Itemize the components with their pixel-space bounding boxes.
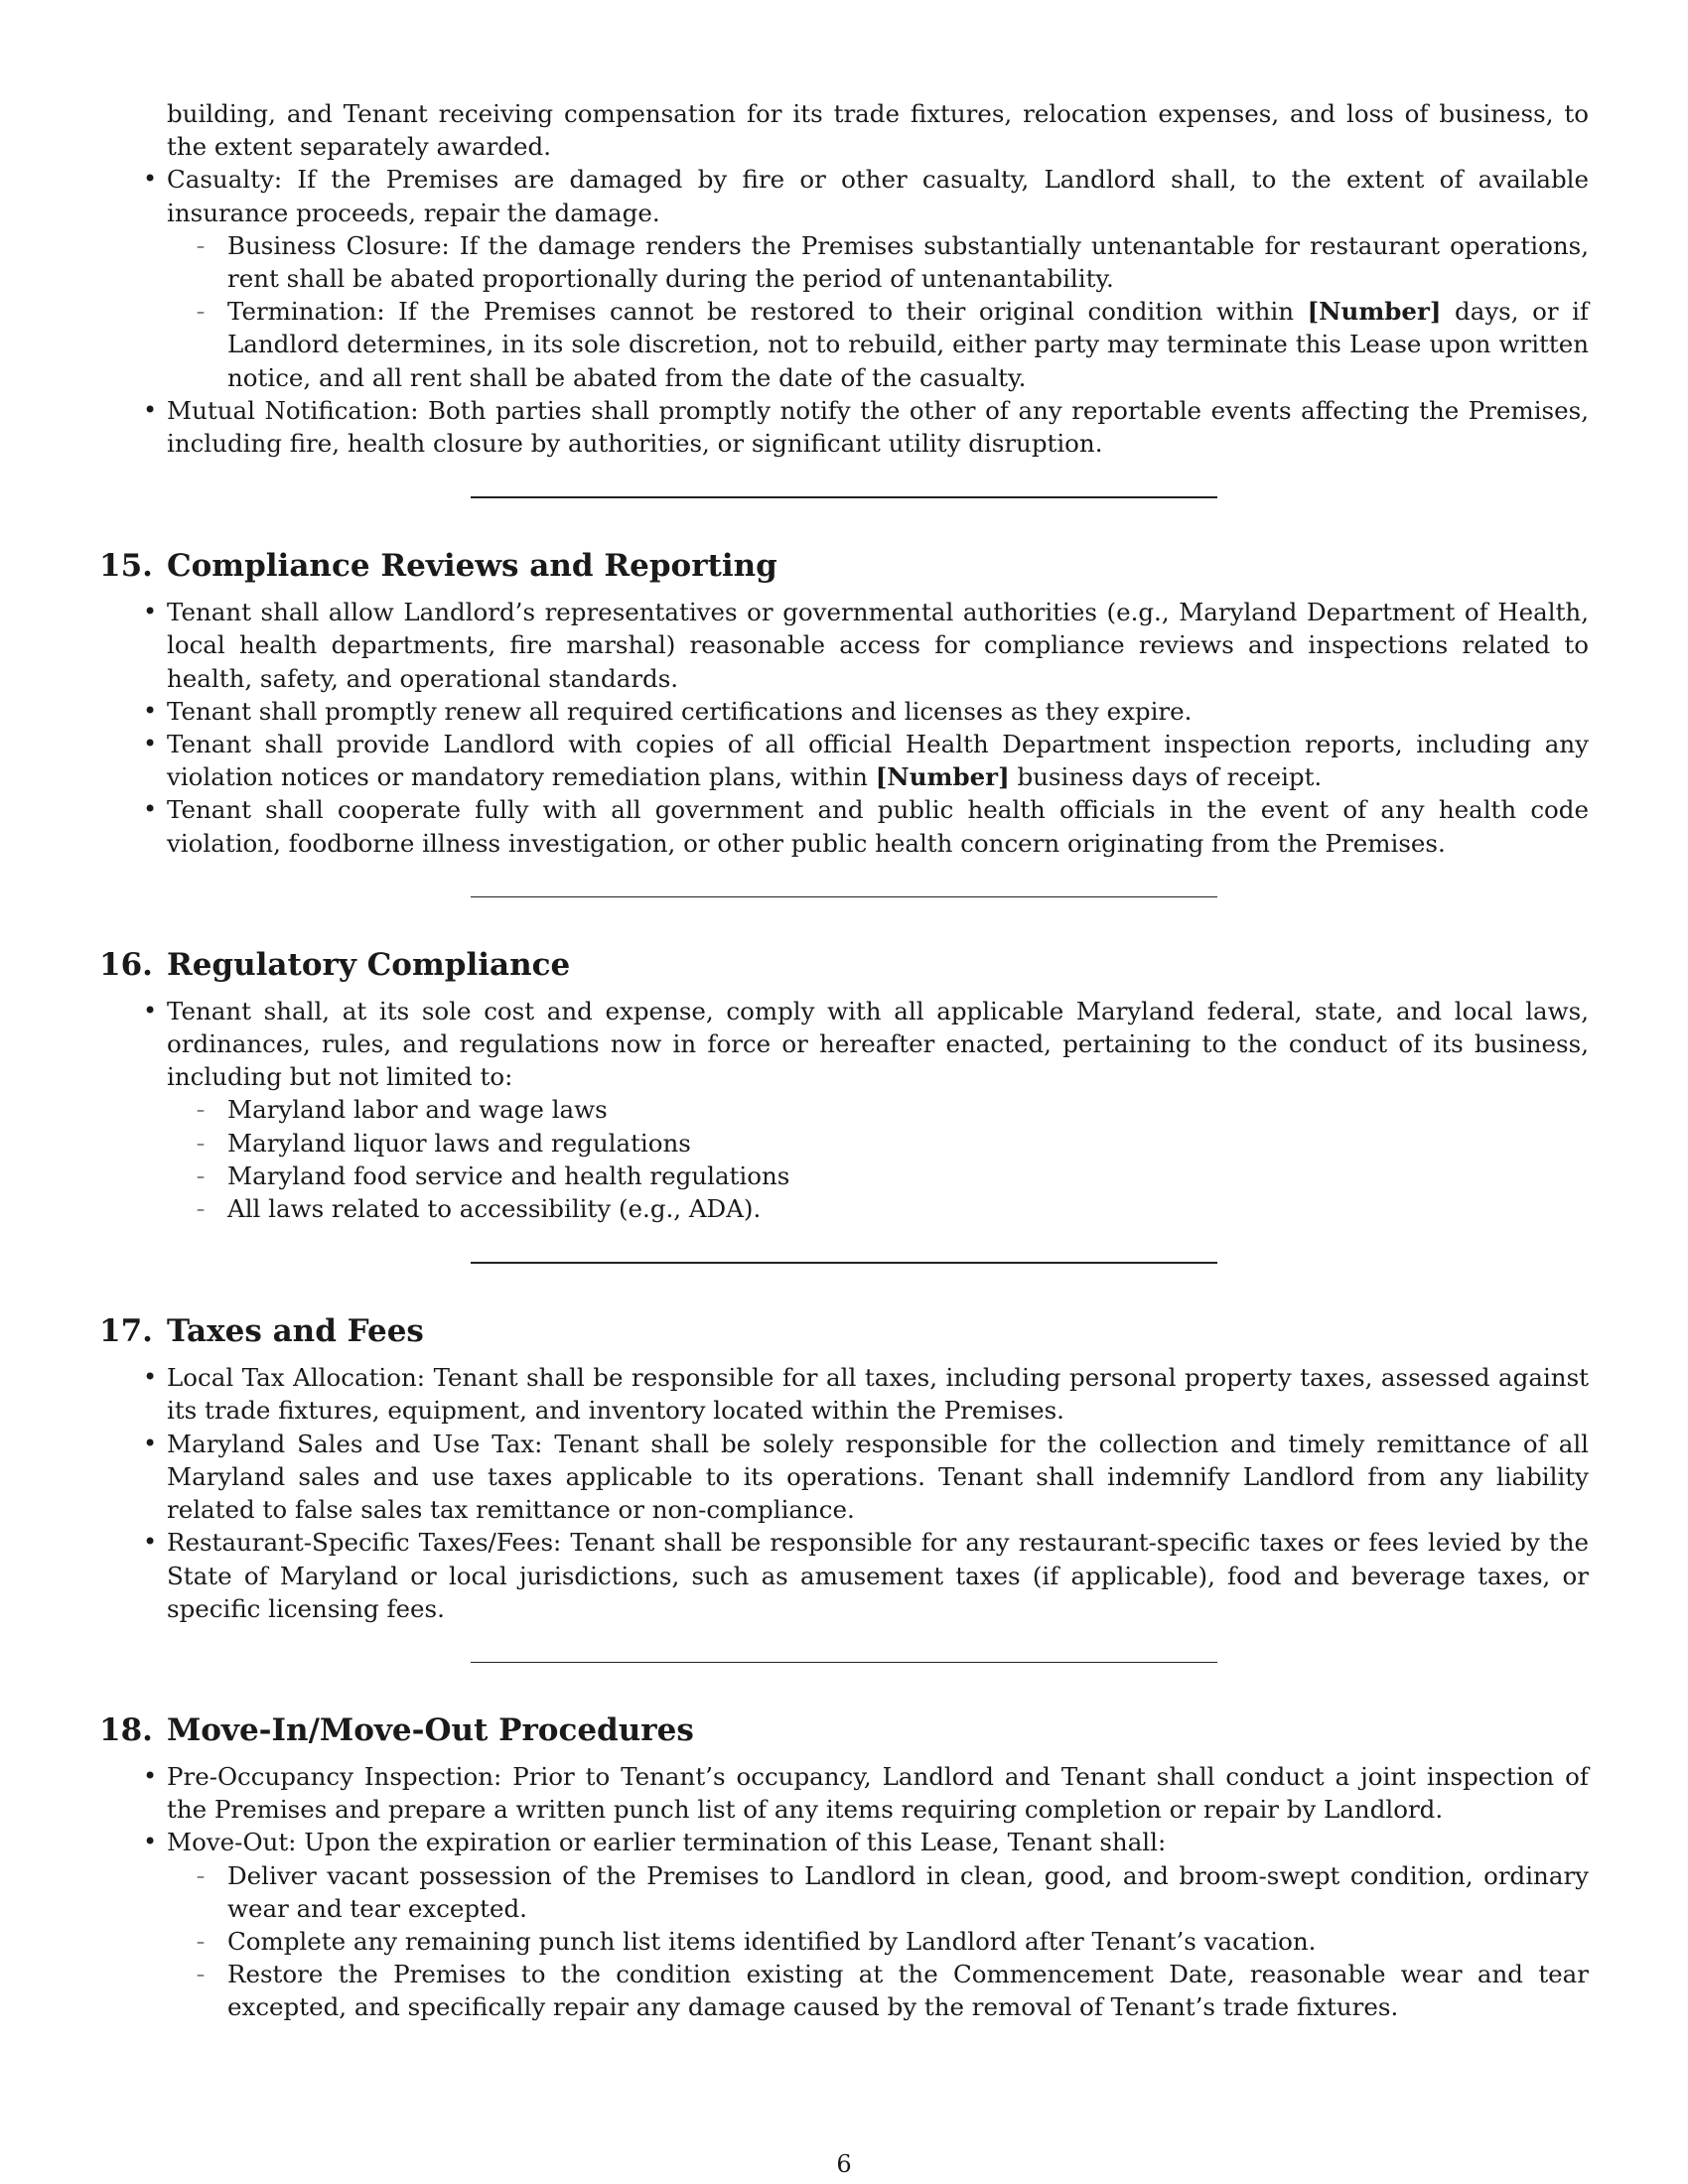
list-item bbox=[99, 1526, 1589, 1625]
bullet-icon: • bbox=[143, 395, 158, 424]
list-item bbox=[99, 1826, 1589, 2023]
intro-continuation: building, and Tenant receiving compensation for its trade fixtures, relocation expenses, and loss of business, to the extent separately awarded. bbox=[167, 99, 1589, 162]
dash-icon: – bbox=[197, 1865, 205, 1885]
list-item-text: Tenant shall provide Landlord with copies of all official Health Department inspection reports, including any violation notices or mandatory remediation plans, within [Number] business days of receipt. bbox=[167, 730, 1589, 792]
list-item-text: Pre-Occupancy Inspection: Prior to Tenant’s occupancy, Landlord and Tenant shall conduct a joint inspection of the Premises and prepare a written punch list of any items requiring completion or repair by Landlord. bbox=[167, 1761, 1589, 1825]
dash-icon: – bbox=[197, 1100, 205, 1120]
section-18-list bbox=[99, 1760, 1589, 2024]
list-item-text: Move-Out: Upon the expiration or earlier termination of this Lease, Tenant shall: bbox=[167, 1828, 1167, 1857]
list-item bbox=[99, 596, 1589, 695]
section-divider bbox=[471, 496, 1217, 498]
section-divider bbox=[471, 1262, 1217, 1264]
section-heading-18: 18. Move-In/Move-Out Procedures bbox=[99, 1711, 694, 1748]
section-heading-15: 15. Compliance Reviews and Reporting bbox=[99, 548, 777, 585]
list-item bbox=[99, 394, 1589, 460]
bullet-icon: • bbox=[143, 1828, 158, 1856]
list-item bbox=[99, 1361, 1589, 1427]
sub-list-item-text: Business Closure: If the damage renders the Premises substantially untenantable for restaurant operations, rent shall be abated proportionally during the period of untenantability. bbox=[227, 230, 1589, 294]
page-number: 6 bbox=[836, 2150, 852, 2178]
list-item bbox=[99, 728, 1589, 793]
section-heading-16: 16. Regulatory Compliance bbox=[99, 946, 571, 983]
sub-list-item bbox=[167, 1958, 1589, 2023]
sub-list-item bbox=[167, 1160, 1589, 1192]
placeholder-number: [Number] bbox=[1307, 297, 1442, 327]
list-item-text: Tenant shall promptly renew all required certifications and licenses as they expire. bbox=[167, 696, 1193, 726]
list-item-text: Restaurant-Specific Taxes/Fees: Tenant shall be responsible for any restaurant-specific taxes or fees levied by the State of Maryland or local jurisdictions, such as amusement taxes (if applicable), food and beverage taxes, or specific licensing fees. bbox=[167, 1528, 1589, 1623]
bullet-icon: • bbox=[143, 696, 158, 725]
bullet-icon: • bbox=[143, 996, 158, 1024]
dash-icon: – bbox=[197, 302, 205, 322]
dash-icon: – bbox=[197, 1931, 205, 1951]
sub-list-item bbox=[167, 1127, 1589, 1160]
sub-list-item bbox=[167, 1192, 1589, 1225]
list-item-text: Mutual Notification: Both parties shall promptly notify the other of any reportable events affecting the Premises, including fire, health closure by authorities, or significant utility disruption. bbox=[167, 395, 1589, 459]
bullet-icon: • bbox=[143, 165, 158, 194]
placeholder-number: [Number] bbox=[875, 762, 1010, 792]
list-item bbox=[99, 1428, 1589, 1527]
bullet-icon: • bbox=[143, 1761, 158, 1790]
list-item bbox=[99, 1760, 1589, 1826]
list-item bbox=[99, 995, 1589, 1225]
dash-icon: – bbox=[197, 1133, 205, 1153]
list-item-text: Tenant shall allow Landlord’s representatives or governmental authorities (e.g., Maryland Department of Health, local health departments, fire marshal) reasonable access for compliance reviews and inspections related to health, safety, and operational standards. bbox=[167, 598, 1589, 693]
section-divider bbox=[471, 1662, 1217, 1663]
sub-list-item-text: Complete any remaining punch list items identified by Landlord after Tenant’s vacation. bbox=[227, 1926, 1317, 1956]
bullet-icon: • bbox=[143, 730, 158, 758]
bullet-icon: • bbox=[143, 1528, 158, 1557]
bullet-icon: • bbox=[143, 795, 158, 824]
sub-list bbox=[167, 229, 1589, 394]
section-divider bbox=[471, 896, 1217, 897]
sub-list-item-text: Maryland liquor laws and regulations bbox=[227, 1128, 691, 1158]
section-16-list bbox=[99, 995, 1589, 1225]
list-item bbox=[99, 695, 1589, 728]
dash-icon: – bbox=[197, 1165, 205, 1185]
dash-icon: – bbox=[197, 1965, 205, 1984]
sub-list-item bbox=[167, 229, 1589, 295]
list-item bbox=[99, 793, 1589, 859]
sub-list-item-text: All laws related to accessibility (e.g., ADA). bbox=[227, 1194, 762, 1224]
list-item-text: Casualty: If the Premises are damaged by fire or other casualty, Landlord shall, to the extent of available insurance proceeds, repair the damage. bbox=[167, 165, 1589, 227]
section-heading-17: 17. Taxes and Fees bbox=[99, 1313, 424, 1350]
dash-icon: – bbox=[197, 1199, 205, 1219]
list-item-text: Local Tax Allocation: Tenant shall be responsible for all taxes, including personal property taxes, assessed against its trade fixtures, equipment, and inventory located within the Premises. bbox=[167, 1363, 1589, 1426]
sub-list-item bbox=[167, 1859, 1589, 1925]
sub-list-item bbox=[167, 1925, 1589, 1958]
sub-list-item-text: Maryland food service and health regulations bbox=[227, 1160, 790, 1190]
sub-list-item bbox=[167, 1093, 1589, 1126]
list-item-text: Tenant shall, at its sole cost and expense, comply with all applicable Maryland federal, state, and local laws, ordinances, rules, and regulations now in force or hereafter enacted, pertaining to the conduct of its business, including but not limited to: bbox=[167, 996, 1589, 1092]
sub-list bbox=[167, 1859, 1589, 2024]
bullet-icon: • bbox=[143, 598, 158, 626]
dash-icon: – bbox=[197, 235, 205, 255]
sub-list-item bbox=[167, 295, 1589, 394]
section-17-list bbox=[99, 1361, 1589, 1625]
sub-list-item-text: Termination: If the Premises cannot be restored to their original condition within [Number] days, or if Landlord determines, in its sole discretion, not to rebuild, either party may terminate this Lease upon written notice, and all rent shall be abated from the date of the casualty. bbox=[227, 297, 1589, 392]
bullet-icon: • bbox=[143, 1429, 158, 1457]
intro-list bbox=[99, 163, 1589, 460]
document-page bbox=[99, 97, 1589, 2024]
list-item bbox=[99, 163, 1589, 393]
sub-list-item-text: Deliver vacant possession of the Premises to Landlord in clean, good, and broom-swept condition, ordinary wear and tear excepted. bbox=[227, 1860, 1589, 1923]
list-item-text: Maryland Sales and Use Tax: Tenant shall be solely responsible for the collection and timely remittance of all Maryland sales and use taxes applicable to its operations. Tenant shall indemnify Landlord from any liability related to false sales tax remittance or non-compliance. bbox=[167, 1429, 1589, 1525]
sub-list bbox=[167, 1093, 1589, 1225]
sub-list-item-text: Maryland labor and wage laws bbox=[227, 1095, 608, 1125]
bullet-icon: • bbox=[143, 1363, 158, 1392]
sub-list-item-text: Restore the Premises to the condition existing at the Commencement Date, reasonable wear and tear excepted, and specifically repair any damage caused by the removal of Tenant’s trade fixtures. bbox=[227, 1960, 1589, 2022]
section-15-list bbox=[99, 596, 1589, 860]
list-item-text: Tenant shall cooperate fully with all government and public health officials in the event of any health code violation, foodborne illness investigation, or other public health concern originating from the Premises. bbox=[167, 795, 1589, 858]
